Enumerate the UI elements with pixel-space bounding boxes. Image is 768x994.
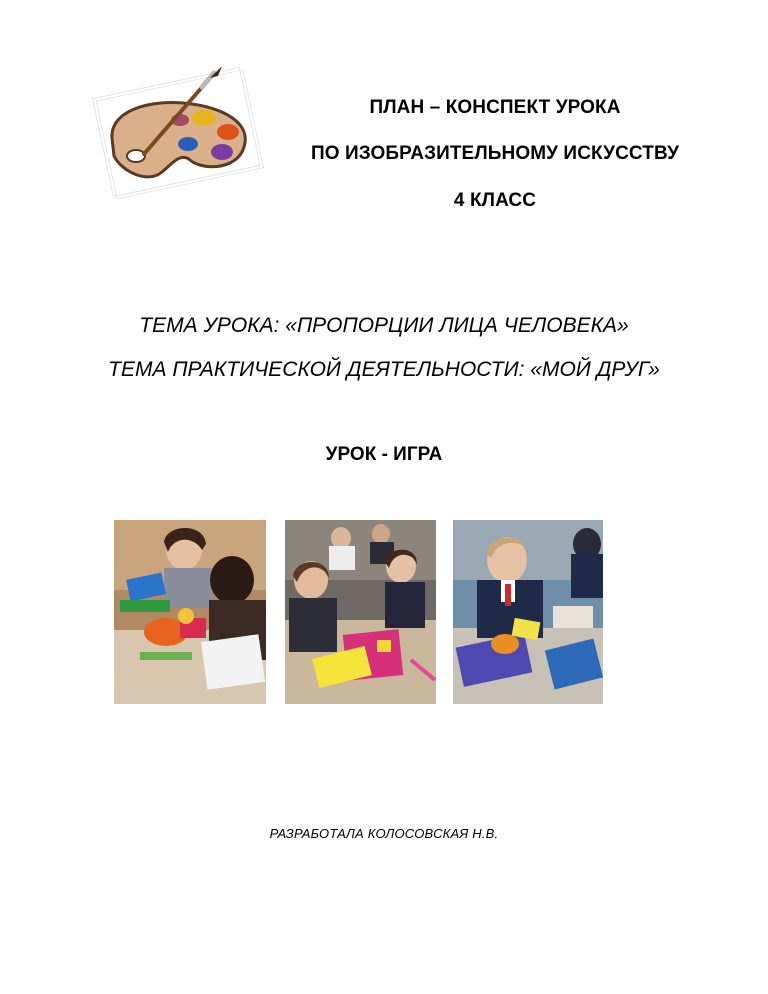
- classroom-photo-1: [114, 520, 266, 704]
- document-title-line-1: ПЛАН – КОНСПЕКТ УРОКА: [369, 97, 621, 118]
- lesson-topic: ТЕМА УРОКА: «ПРОПОРЦИИ ЛИЦА ЧЕЛОВЕКА»: [139, 314, 629, 337]
- practice-topic: ТЕМА ПРАКТИЧЕСКОЙ ДЕЯТЕЛЬНОСТИ: «МОЙ ДРУГ»: [108, 358, 660, 381]
- art-palette-icon: [82, 60, 272, 200]
- author-credit: РАЗРАБОТАЛА КОЛОСОВСКАЯ Н.В.: [269, 826, 499, 841]
- classroom-photo-2: [285, 520, 436, 704]
- classroom-photo-3: [453, 520, 603, 704]
- grade-label: 4 КЛАСС: [453, 190, 537, 211]
- document-title-line-2: ПО ИЗОБРАЗИТЕЛЬНОМУ ИСКУССТВУ: [311, 143, 679, 164]
- lesson-type: УРОК - ИГРА: [325, 444, 443, 465]
